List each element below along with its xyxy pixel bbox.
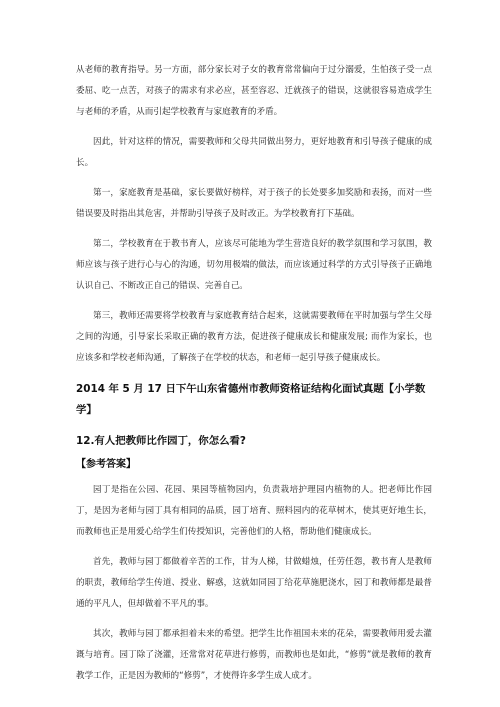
paragraph-therefore: 因此，针对这样的情况，需要教师和父母共同做出努力，更好地教育和引导孩子健康的成长。	[76, 137, 432, 168]
paragraph-answer-second: 其次，教师与园丁都承担着未来的希望。把学生比作祖国未来的花朵，需要教师用爱去灌溉与培育。园丁除了浇灌，还常常对花草进行修剪，而教师也是如此，“修剪”就是教师的教育教学工作，正是因为教师的“修剪”，才使得许多学生成人成才。	[76, 629, 432, 681]
paragraph-first-point: 第一，家庭教育是基础，家长要做好榜样，对于孩子的长处要多加奖励和表扬，而对一些错误要及时指出其危害，并帮助引导孩子及时改正。为学校教育打下基础。	[76, 188, 432, 219]
paragraph-third-point: 第三，教师还需要将学校教育与家庭教育结合起来，这就需要教师在平时加强与学生父母之间的沟通，引导家长采取正确的教育方法，促进孩子健康成长和健康发展; 而作为家长，也应该多和学校老师沟通，了解孩子在学校的状态，和老师一起引导孩子健康成长。	[76, 311, 432, 363]
paragraph-answer-first: 首先，教师与园丁都做着辛苦的工作，甘为人梯，甘做蜡烛，任劳任怨，教书育人是教师的职责，教师给学生传道、授业、解惑，这就如同园丁给花草施肥浇水，园丁和教师都是最普通的平凡人，但却做着不平凡的事。	[76, 557, 432, 609]
paragraph-answer-intro: 园丁是指在公园、花园、果园等植物园内，负责栽培护理园内植物的人。把老师比作园丁，是因为老师与园丁具有相同的品质，园丁培育、照料园内的花草树木，使其更好地生长，而教师也正是用爱心给学生们传授知识，完善他们的人格，帮助他们健康成长。	[76, 485, 432, 537]
section-heading-question: 12.有人把教师比作园丁，你怎么看?	[76, 435, 246, 447]
document-page	[76, 60, 432, 696]
paragraph-second-point: 第二，学校教育在于教书育人，应该尽可能地为学生营造良好的教学氛围和学习氛围，教师应该与孩子进行心与心的沟通，切勿用极端的做法，而应该通过科学的方式引导孩子正确地认识自己、不断改正自己的错误、完善自己。	[76, 239, 432, 291]
answer-label: 【参考答案】	[76, 459, 136, 470]
section-heading-exam: 2014 年 5 月 17 日下午山东省德州市教师资格证结构化面试真题【小学数学】	[76, 383, 426, 416]
paragraph-continuation: 从老师的教育指导。另一方面，部分家长对子女的教育常常偏向于过分溺爱，生怕孩子受一点委屈、吃一点苦，对孩子的需求有求必应，甚至容忍、迁就孩子的错误，这就很容易造成学生与老师的矛盾，从而引起学校教育与家庭教育的矛盾。	[76, 65, 432, 117]
